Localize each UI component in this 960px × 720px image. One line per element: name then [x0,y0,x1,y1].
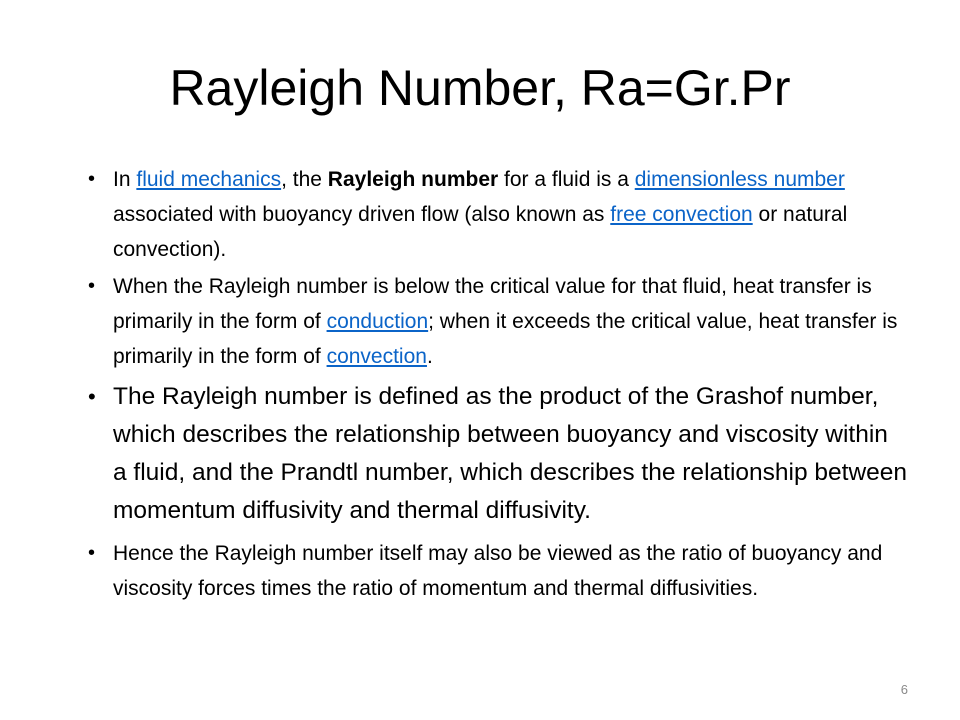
bullet-1-text-3: for a fluid is a [498,168,635,191]
bullet-1-text-4: associated with buoyancy driven flow (also known as [113,203,611,226]
bullet-2-text-3: . [426,345,433,368]
bullet-list [88,162,908,608]
bullet-dot-icon: • [88,542,96,564]
bullet-1-bold-term: Rayleigh number [327,168,499,191]
bullet-2-text-1: When the Rayleigh number is below the critical value for that fluid, heat transfer is primarily in the form of [113,275,872,333]
bullet-4-text: Hence the Rayleigh number itself may also be viewed as the ratio of buoyancy and viscosity forces times the ratio of momentum and thermal diffusivities. [113,542,883,600]
bullet-1-text-5: or natural convection). [113,203,848,261]
bullet-item-3 [88,378,908,530]
link-conduction[interactable]: conduction [326,310,429,333]
bullet-item-4 [88,536,908,606]
bullet-2-text-2: ; when it exceeds the critical value, heat transfer is primarily in the form of [113,310,898,368]
bullet-3-text: The Rayleigh number is defined as the product of the Grashof number, which describes the relationship between buoyancy and viscosity within a fluid, and the Prandtl number, which describes the relationship between momentum diffusivity and thermal diffusivity. [113,383,908,524]
bullet-dot-icon: • [88,168,96,190]
slide-title: Rayleigh Number, Ra=Gr.Pr [169,60,791,116]
bullet-1-text-1: In [113,168,137,191]
bullet-dot-icon: • [88,275,96,297]
bullet-item-1 [88,162,908,267]
link-dimensionless-number[interactable]: dimensionless number [634,168,845,191]
link-convection[interactable]: convection [326,345,427,368]
page-number: 6 [900,682,908,697]
bullet-1-text-2: , the [281,168,328,191]
bullet-dot-icon: • [88,384,96,409]
link-free-convection[interactable]: free convection [610,203,753,226]
link-fluid-mechanics[interactable]: fluid mechanics [136,168,282,191]
bullet-item-2 [88,269,908,374]
